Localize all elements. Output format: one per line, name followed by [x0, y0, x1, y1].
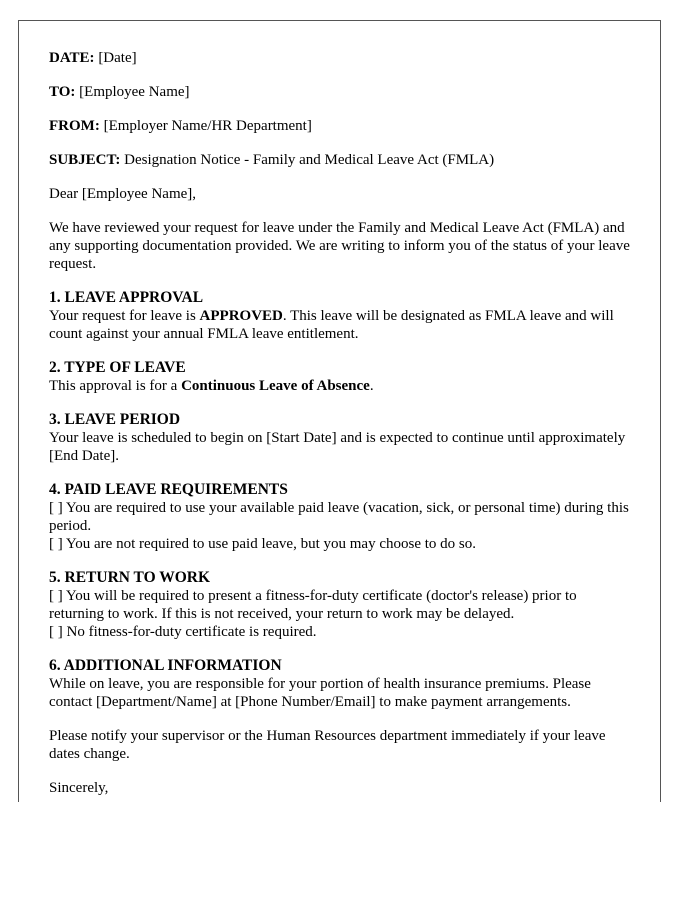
notify-paragraph: Please notify your supervisor or the Human Resources department immediately if your leave dates change. — [49, 728, 606, 762]
section-title: 2. TYPE OF LEAVE — [49, 359, 186, 376]
section-text: While on leave, you are responsible for your portion of health insurance premiums. Please contact [Department/Name] at [Phone Number/Email] to make payment arrangements. — [49, 676, 591, 710]
section-leave-approval — [49, 289, 634, 343]
text-part: . — [369, 378, 374, 394]
section-type-of-leave — [49, 359, 634, 395]
approved-status: APPROVED — [199, 308, 283, 324]
to-label: TO: — [49, 84, 76, 100]
section-text — [49, 377, 634, 395]
date-line — [49, 49, 634, 67]
section-paid-leave — [49, 481, 634, 553]
date-value: [Date] — [98, 50, 137, 66]
from-value: [Employer Name/HR Department] — [103, 118, 312, 134]
letter-page — [18, 20, 661, 802]
letter-body — [49, 49, 634, 802]
section-title: 1. LEAVE APPROVAL — [49, 289, 204, 306]
leave-type: Continuous Leave of Absence — [181, 378, 370, 394]
from-label: FROM: — [49, 118, 100, 134]
section-return-to-work — [49, 569, 634, 641]
from-line — [49, 117, 634, 135]
section-additional-info — [49, 657, 634, 711]
section-title: 4. PAID LEAVE REQUIREMENTS — [49, 481, 288, 498]
intro-paragraph: We have reviewed your request for leave under the Family and Medical Leave Act (FMLA) and any supporting documentation provided. We are writing to inform you of the status of your leave request. — [49, 220, 630, 272]
section-leave-period — [49, 411, 634, 465]
closing: Sincerely, — [49, 780, 109, 796]
subject-line — [49, 151, 634, 169]
checkbox-option: [ ] You will be required to present a fitness-for-duty certificate (doctor's release) prior to returning to work. If this is not received, your return to work may be delayed. — [49, 588, 577, 622]
checkbox-option: [ ] You are required to use your available paid leave (vacation, sick, or personal time) during this period. — [49, 500, 629, 534]
subject-label: SUBJECT: — [49, 152, 121, 168]
section-title: 6. ADDITIONAL INFORMATION — [49, 657, 282, 674]
section-text — [49, 307, 634, 343]
date-label: DATE: — [49, 50, 95, 66]
section-title: 3. LEAVE PERIOD — [49, 411, 181, 428]
section-text: Your leave is scheduled to begin on [Start Date] and is expected to continue until approximately [End Date]. — [49, 430, 626, 464]
checkbox-option: [ ] You are not required to use paid leave, but you may choose to do so. — [49, 536, 476, 552]
text-part: This approval is for a — [49, 378, 182, 394]
subject-value: Designation Notice - Family and Medical Leave Act (FMLA) — [124, 152, 495, 168]
text-part: Your request for leave is — [49, 308, 200, 324]
to-value: [Employee Name] — [79, 84, 190, 100]
greeting: Dear [Employee Name], — [49, 186, 197, 202]
to-line — [49, 83, 634, 101]
section-title: 5. RETURN TO WORK — [49, 569, 211, 586]
checkbox-option: [ ] No fitness-for-duty certificate is required. — [49, 624, 317, 640]
text-part: . This leave will be designated as FMLA leave and will count against your annual FMLA leave entitlement. — [49, 308, 614, 342]
